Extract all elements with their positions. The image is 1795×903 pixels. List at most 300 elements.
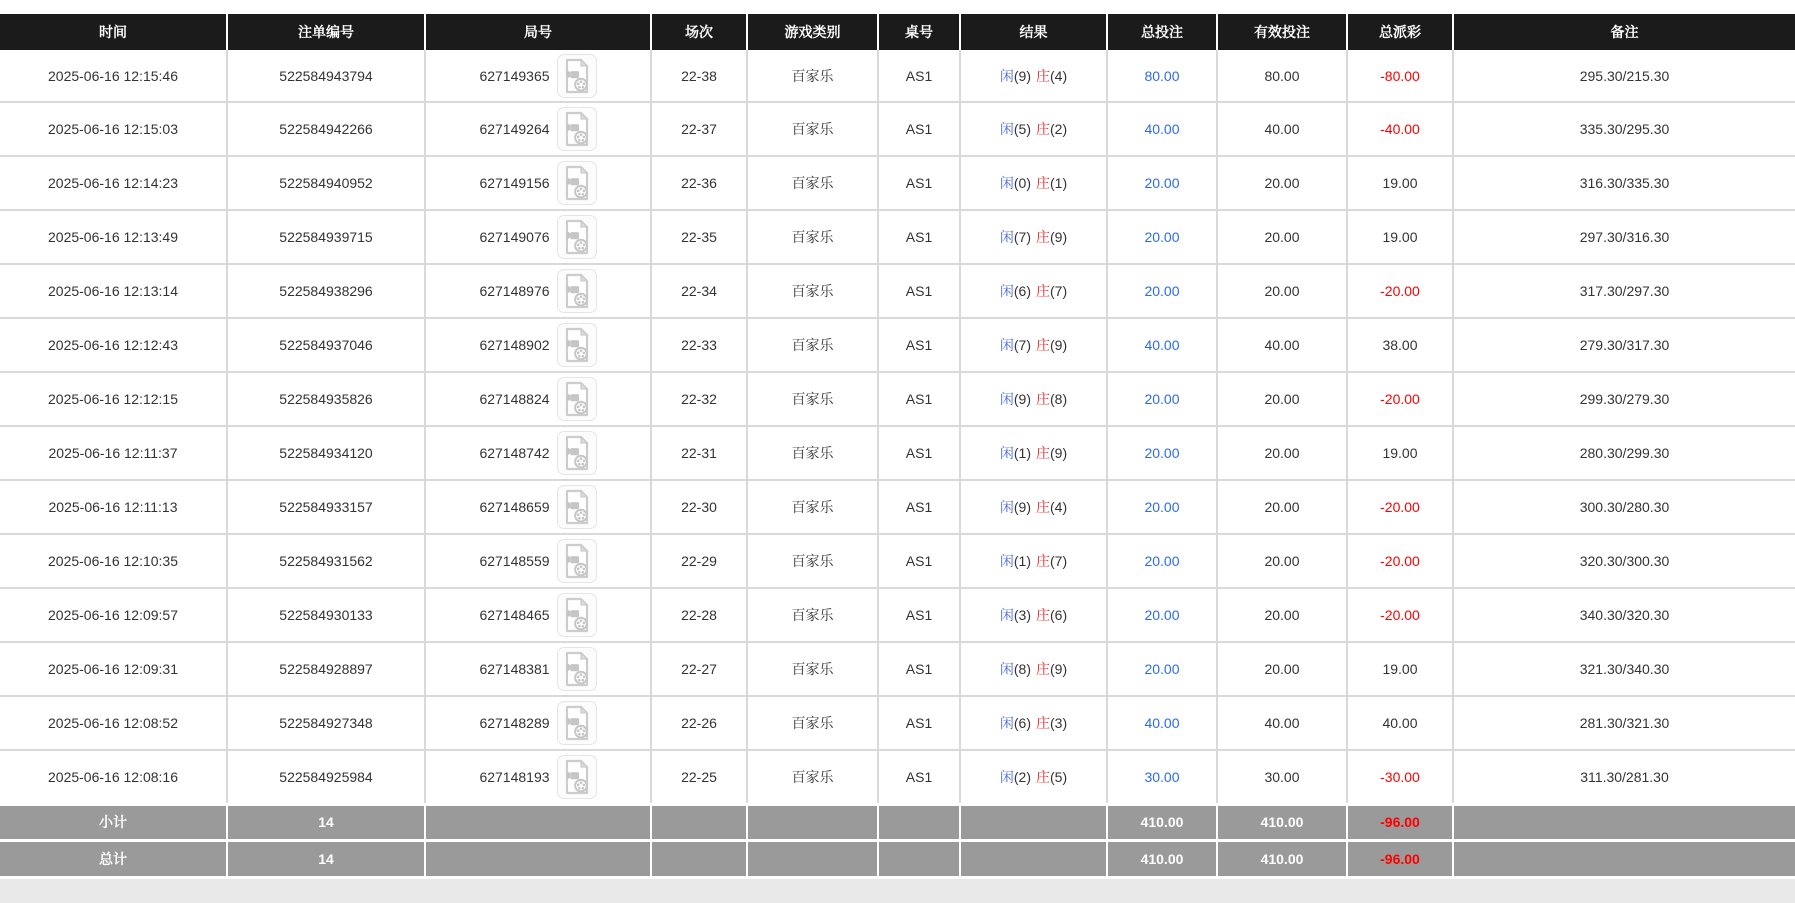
cell-total-bet: 40.00	[1107, 696, 1217, 750]
cell-time: 2025-06-16 12:13:14	[0, 264, 227, 318]
video-file-icon	[561, 597, 593, 633]
result-player-score: (1)	[1013, 553, 1031, 569]
cell-game-type: 百家乐	[747, 696, 878, 750]
result-banker-label: 庄	[1036, 283, 1050, 299]
cell-table-no: AS1	[878, 480, 960, 534]
cell-total-bet: 40.00	[1107, 318, 1217, 372]
cell-total-payout: 19.00	[1347, 156, 1453, 210]
result-player-score: (9)	[1013, 499, 1031, 515]
table-row	[0, 696, 1795, 750]
result-banker-score: (7)	[1050, 553, 1068, 569]
footer-valid-bet: 410.00	[1217, 804, 1347, 840]
cell-order-no: 522584940952	[227, 156, 425, 210]
cell-round-no	[425, 318, 651, 372]
cell-total-bet: 20.00	[1107, 534, 1217, 588]
cell-remark: 281.30/321.30	[1453, 696, 1795, 750]
table-row	[0, 50, 1795, 102]
cell-valid-bet: 80.00	[1217, 50, 1347, 102]
result-player-score: (9)	[1013, 67, 1031, 84]
cell-time: 2025-06-16 12:09:57	[0, 588, 227, 642]
video-replay-button[interactable]	[557, 161, 597, 205]
cell-result	[960, 534, 1107, 588]
footer-session	[651, 840, 747, 876]
cell-table-no: AS1	[878, 102, 960, 156]
round-no-text: 627148902	[479, 337, 550, 353]
header-row	[0, 14, 1795, 50]
result-banker-score: (7)	[1050, 283, 1068, 299]
video-replay-button[interactable]	[557, 107, 597, 151]
table-row	[0, 264, 1795, 318]
result-player-score: (3)	[1013, 607, 1031, 623]
result-player-label: 闲	[999, 391, 1014, 407]
video-file-icon	[561, 489, 593, 525]
cell-total-payout: -30.00	[1347, 750, 1453, 804]
cell-valid-bet: 20.00	[1217, 480, 1347, 534]
footer-round-no	[425, 804, 651, 840]
result-player-label: 闲	[999, 715, 1014, 731]
cell-total-bet: 20.00	[1107, 642, 1217, 696]
cell-session: 22-27	[651, 642, 747, 696]
footer-round-no	[425, 840, 651, 876]
cell-order-no: 522584931562	[227, 534, 425, 588]
video-replay-button[interactable]	[557, 485, 597, 529]
cell-remark: 316.30/335.30	[1453, 156, 1795, 210]
cell-valid-bet: 20.00	[1217, 372, 1347, 426]
cell-time: 2025-06-16 12:15:03	[0, 102, 227, 156]
cell-game-type: 百家乐	[747, 750, 878, 804]
cell-remark: 320.30/300.30	[1453, 534, 1795, 588]
cell-total-payout: 38.00	[1347, 318, 1453, 372]
table-row	[0, 318, 1795, 372]
round-no-text: 627148559	[479, 553, 550, 569]
cell-table-no: AS1	[878, 696, 960, 750]
table-row	[0, 156, 1795, 210]
video-replay-button[interactable]	[557, 647, 597, 691]
column-header-table-no: 桌号	[878, 14, 960, 50]
result-player-label: 闲	[999, 499, 1014, 515]
bottom-strip	[0, 876, 1795, 903]
cell-total-bet: 20.00	[1107, 588, 1217, 642]
round-no-text: 627148193	[479, 768, 550, 785]
footer-total-payout: -96.00	[1347, 840, 1453, 876]
video-file-icon	[561, 327, 593, 363]
round-no-text: 627148381	[479, 661, 550, 677]
cell-valid-bet: 20.00	[1217, 156, 1347, 210]
result-banker-label: 庄	[1036, 499, 1050, 515]
cell-result	[960, 102, 1107, 156]
result-banker-score: (1)	[1050, 175, 1068, 191]
result-player-label: 闲	[999, 121, 1014, 137]
cell-round-no	[425, 50, 651, 102]
table-row	[0, 642, 1795, 696]
cell-table-no: AS1	[878, 588, 960, 642]
result-banker-label: 庄	[1036, 229, 1050, 245]
footer-total-bet: 410.00	[1107, 840, 1217, 876]
cell-result	[960, 264, 1107, 318]
cell-table-no: AS1	[878, 750, 960, 804]
footer-session	[651, 804, 747, 840]
result-banker-label: 庄	[1036, 445, 1050, 461]
column-header-result: 结果	[960, 14, 1107, 50]
cell-total-bet: 20.00	[1107, 426, 1217, 480]
round-no-text: 627148289	[479, 715, 550, 731]
cell-remark: 299.30/279.30	[1453, 372, 1795, 426]
cell-time: 2025-06-16 12:08:52	[0, 696, 227, 750]
cell-order-no: 522584925984	[227, 750, 425, 804]
cell-table-no: AS1	[878, 50, 960, 102]
table-row	[0, 426, 1795, 480]
video-replay-button[interactable]	[557, 755, 597, 799]
result-banker-label: 庄	[1036, 715, 1050, 731]
round-no-text: 627149156	[479, 175, 550, 191]
table-footer	[0, 804, 1795, 876]
column-header-game-type: 游戏类别	[747, 14, 878, 50]
round-no-text: 627149076	[479, 229, 550, 245]
column-header-session: 场次	[651, 14, 747, 50]
cell-order-no: 522584933157	[227, 480, 425, 534]
result-player-score: (7)	[1013, 229, 1031, 245]
cell-session: 22-32	[651, 372, 747, 426]
result-banker-score: (9)	[1050, 229, 1068, 245]
footer-count: 14	[227, 840, 425, 876]
result-player-score: (6)	[1013, 283, 1031, 299]
cell-round-no	[425, 102, 651, 156]
result-player-label: 闲	[999, 768, 1014, 785]
cell-round-no	[425, 696, 651, 750]
cell-remark: 317.30/297.30	[1453, 264, 1795, 318]
cell-valid-bet: 40.00	[1217, 102, 1347, 156]
cell-remark: 340.30/320.30	[1453, 588, 1795, 642]
cell-round-no	[425, 264, 651, 318]
cell-table-no: AS1	[878, 210, 960, 264]
column-header-round-no: 局号	[425, 14, 651, 50]
cell-total-payout: -20.00	[1347, 480, 1453, 534]
round-no-text: 627149365	[479, 67, 550, 84]
table-row	[0, 210, 1795, 264]
cell-session: 22-36	[651, 156, 747, 210]
result-banker-label: 庄	[1036, 175, 1050, 191]
cell-valid-bet: 20.00	[1217, 426, 1347, 480]
result-player-label: 闲	[999, 661, 1014, 677]
cell-total-payout: -20.00	[1347, 534, 1453, 588]
footer-remark	[1453, 804, 1795, 840]
cell-session: 22-31	[651, 426, 747, 480]
result-player-label: 闲	[999, 67, 1014, 84]
video-file-icon	[561, 651, 593, 687]
video-file-icon	[561, 165, 593, 201]
cell-session: 22-38	[651, 50, 747, 102]
cell-total-payout: 19.00	[1347, 426, 1453, 480]
cell-time: 2025-06-16 12:08:16	[0, 750, 227, 804]
video-replay-button[interactable]	[557, 269, 597, 313]
cell-session: 22-35	[651, 210, 747, 264]
cell-round-no	[425, 534, 651, 588]
cell-round-no	[425, 750, 651, 804]
cell-time: 2025-06-16 12:09:31	[0, 642, 227, 696]
result-player-score: (0)	[1013, 175, 1031, 191]
cell-game-type: 百家乐	[747, 426, 878, 480]
video-replay-button[interactable]	[557, 54, 597, 98]
video-file-icon	[561, 273, 593, 309]
footer-table-no	[878, 840, 960, 876]
cell-time: 2025-06-16 12:11:13	[0, 480, 227, 534]
cell-game-type: 百家乐	[747, 264, 878, 318]
result-player-score: (6)	[1013, 715, 1031, 731]
cell-total-payout: 19.00	[1347, 642, 1453, 696]
cell-result	[960, 372, 1107, 426]
cell-remark: 311.30/281.30	[1453, 750, 1795, 804]
round-no-text: 627148659	[479, 499, 550, 515]
cell-game-type: 百家乐	[747, 642, 878, 696]
result-player-label: 闲	[999, 175, 1014, 191]
cell-session: 22-29	[651, 534, 747, 588]
result-player-label: 闲	[999, 445, 1014, 461]
cell-valid-bet: 40.00	[1217, 318, 1347, 372]
cell-session: 22-33	[651, 318, 747, 372]
cell-table-no: AS1	[878, 318, 960, 372]
cell-total-bet: 20.00	[1107, 210, 1217, 264]
round-no-text: 627148824	[479, 391, 550, 407]
cell-order-no: 522584934120	[227, 426, 425, 480]
video-file-icon	[561, 705, 593, 741]
result-banker-label: 庄	[1036, 553, 1050, 569]
result-player-score: (8)	[1013, 661, 1031, 677]
column-header-time: 时间	[0, 14, 227, 50]
result-banker-label: 庄	[1036, 768, 1050, 785]
cell-total-payout: 40.00	[1347, 696, 1453, 750]
top-spacer	[0, 0, 1795, 14]
cell-time: 2025-06-16 12:15:46	[0, 50, 227, 102]
video-file-icon	[561, 543, 593, 579]
grand-total-row	[0, 840, 1795, 876]
cell-order-no: 522584927348	[227, 696, 425, 750]
cell-session: 22-28	[651, 588, 747, 642]
cell-valid-bet: 20.00	[1217, 588, 1347, 642]
result-banker-label: 庄	[1036, 391, 1050, 407]
cell-total-bet: 20.00	[1107, 372, 1217, 426]
cell-round-no	[425, 372, 651, 426]
footer-label: 总计	[0, 840, 227, 876]
cell-game-type: 百家乐	[747, 156, 878, 210]
result-player-label: 闲	[999, 229, 1014, 245]
cell-result	[960, 210, 1107, 264]
cell-result	[960, 50, 1107, 102]
cell-order-no: 522584938296	[227, 264, 425, 318]
cell-game-type: 百家乐	[747, 210, 878, 264]
cell-order-no: 522584930133	[227, 588, 425, 642]
cell-remark: 280.30/299.30	[1453, 426, 1795, 480]
result-banker-label: 庄	[1036, 661, 1050, 677]
cell-total-payout: -40.00	[1347, 102, 1453, 156]
video-file-icon	[561, 435, 593, 471]
cell-table-no: AS1	[878, 264, 960, 318]
cell-total-payout: -20.00	[1347, 372, 1453, 426]
footer-result	[960, 804, 1107, 840]
cell-order-no: 522584935826	[227, 372, 425, 426]
cell-result	[960, 696, 1107, 750]
result-banker-score: (6)	[1050, 607, 1068, 623]
cell-round-no	[425, 426, 651, 480]
cell-time: 2025-06-16 12:12:43	[0, 318, 227, 372]
cell-game-type: 百家乐	[747, 480, 878, 534]
cell-remark: 295.30/215.30	[1453, 50, 1795, 102]
result-banker-score: (9)	[1050, 337, 1068, 353]
cell-total-payout: 19.00	[1347, 210, 1453, 264]
result-player-score: (5)	[1013, 121, 1031, 137]
footer-remark	[1453, 840, 1795, 876]
cell-order-no: 522584942266	[227, 102, 425, 156]
cell-total-payout: -20.00	[1347, 588, 1453, 642]
cell-game-type: 百家乐	[747, 102, 878, 156]
cell-round-no	[425, 642, 651, 696]
cell-result	[960, 480, 1107, 534]
cell-remark: 300.30/280.30	[1453, 480, 1795, 534]
result-banker-label: 庄	[1036, 67, 1050, 84]
result-banker-score: (3)	[1050, 715, 1068, 731]
cell-total-bet: 20.00	[1107, 264, 1217, 318]
result-banker-score: (8)	[1050, 391, 1068, 407]
cell-game-type: 百家乐	[747, 50, 878, 102]
result-banker-score: (4)	[1050, 499, 1068, 515]
cell-table-no: AS1	[878, 426, 960, 480]
cell-time: 2025-06-16 12:13:49	[0, 210, 227, 264]
bet-records-table	[0, 14, 1795, 876]
cell-order-no: 522584928897	[227, 642, 425, 696]
column-header-valid-bet: 有效投注	[1217, 14, 1347, 50]
column-header-remark: 备注	[1453, 14, 1795, 50]
footer-total-bet: 410.00	[1107, 804, 1217, 840]
cell-result	[960, 426, 1107, 480]
table-header	[0, 14, 1795, 50]
cell-table-no: AS1	[878, 156, 960, 210]
cell-time: 2025-06-16 12:11:37	[0, 426, 227, 480]
cell-valid-bet: 20.00	[1217, 534, 1347, 588]
cell-total-payout: -80.00	[1347, 50, 1453, 102]
cell-session: 22-30	[651, 480, 747, 534]
column-header-order-no: 注单编号	[227, 14, 425, 50]
result-banker-score: (9)	[1050, 661, 1068, 677]
cell-session: 22-26	[651, 696, 747, 750]
footer-label: 小计	[0, 804, 227, 840]
result-player-score: (9)	[1013, 391, 1031, 407]
cell-session: 22-37	[651, 102, 747, 156]
video-replay-button[interactable]	[557, 539, 597, 583]
cell-total-bet: 20.00	[1107, 480, 1217, 534]
cell-remark: 297.30/316.30	[1453, 210, 1795, 264]
cell-valid-bet: 20.00	[1217, 210, 1347, 264]
result-player-label: 闲	[999, 553, 1014, 569]
cell-order-no: 522584943794	[227, 50, 425, 102]
cell-round-no	[425, 156, 651, 210]
cell-remark: 335.30/295.30	[1453, 102, 1795, 156]
cell-total-payout: -20.00	[1347, 264, 1453, 318]
table-row	[0, 102, 1795, 156]
cell-order-no: 522584939715	[227, 210, 425, 264]
cell-time: 2025-06-16 12:12:15	[0, 372, 227, 426]
table-row	[0, 588, 1795, 642]
cell-round-no	[425, 210, 651, 264]
result-banker-score: (5)	[1050, 768, 1068, 785]
column-header-total-payout: 总派彩	[1347, 14, 1453, 50]
round-no-text: 627148742	[479, 445, 550, 461]
footer-total-payout: -96.00	[1347, 804, 1453, 840]
cell-table-no: AS1	[878, 372, 960, 426]
cell-game-type: 百家乐	[747, 372, 878, 426]
video-replay-button[interactable]	[557, 593, 597, 637]
cell-order-no: 522584937046	[227, 318, 425, 372]
cell-total-bet: 20.00	[1107, 156, 1217, 210]
table-body	[0, 50, 1795, 804]
table-row	[0, 372, 1795, 426]
table-row	[0, 534, 1795, 588]
cell-remark: 279.30/317.30	[1453, 318, 1795, 372]
cell-round-no	[425, 480, 651, 534]
video-replay-button[interactable]	[557, 215, 597, 259]
cell-result	[960, 318, 1107, 372]
cell-round-no	[425, 588, 651, 642]
cell-total-bet: 80.00	[1107, 50, 1217, 102]
video-replay-button[interactable]	[557, 323, 597, 367]
cell-session: 22-25	[651, 750, 747, 804]
cell-valid-bet: 20.00	[1217, 642, 1347, 696]
footer-table-no	[878, 804, 960, 840]
cell-game-type: 百家乐	[747, 318, 878, 372]
result-banker-score: (2)	[1050, 121, 1068, 137]
result-player-label: 闲	[999, 337, 1014, 353]
round-no-text: 627148465	[479, 607, 550, 623]
cell-valid-bet: 40.00	[1217, 696, 1347, 750]
footer-game-type	[747, 804, 878, 840]
result-banker-label: 庄	[1036, 607, 1050, 623]
cell-result	[960, 588, 1107, 642]
column-header-total-bet: 总投注	[1107, 14, 1217, 50]
footer-count: 14	[227, 804, 425, 840]
result-banker-score: (4)	[1050, 67, 1068, 84]
table-row	[0, 750, 1795, 804]
video-file-icon	[561, 58, 593, 94]
cell-game-type: 百家乐	[747, 534, 878, 588]
result-banker-score: (9)	[1050, 445, 1068, 461]
video-file-icon	[561, 759, 593, 795]
result-player-score: (2)	[1013, 768, 1031, 785]
result-player-label: 闲	[999, 607, 1014, 623]
cell-result	[960, 642, 1107, 696]
cell-total-bet: 30.00	[1107, 750, 1217, 804]
video-replay-button[interactable]	[557, 377, 597, 421]
footer-result	[960, 840, 1107, 876]
video-file-icon	[561, 111, 593, 147]
cell-table-no: AS1	[878, 534, 960, 588]
footer-valid-bet: 410.00	[1217, 840, 1347, 876]
video-file-icon	[561, 219, 593, 255]
result-banker-label: 庄	[1036, 121, 1050, 137]
video-replay-button[interactable]	[557, 431, 597, 475]
cell-session: 22-34	[651, 264, 747, 318]
table-row	[0, 480, 1795, 534]
cell-valid-bet: 20.00	[1217, 264, 1347, 318]
cell-result	[960, 750, 1107, 804]
result-banker-label: 庄	[1036, 337, 1050, 353]
footer-game-type	[747, 840, 878, 876]
cell-remark: 321.30/340.30	[1453, 642, 1795, 696]
cell-game-type: 百家乐	[747, 588, 878, 642]
round-no-text: 627148976	[479, 283, 550, 299]
cell-result	[960, 156, 1107, 210]
cell-table-no: AS1	[878, 642, 960, 696]
video-replay-button[interactable]	[557, 701, 597, 745]
subtotal-row	[0, 804, 1795, 840]
cell-time: 2025-06-16 12:14:23	[0, 156, 227, 210]
